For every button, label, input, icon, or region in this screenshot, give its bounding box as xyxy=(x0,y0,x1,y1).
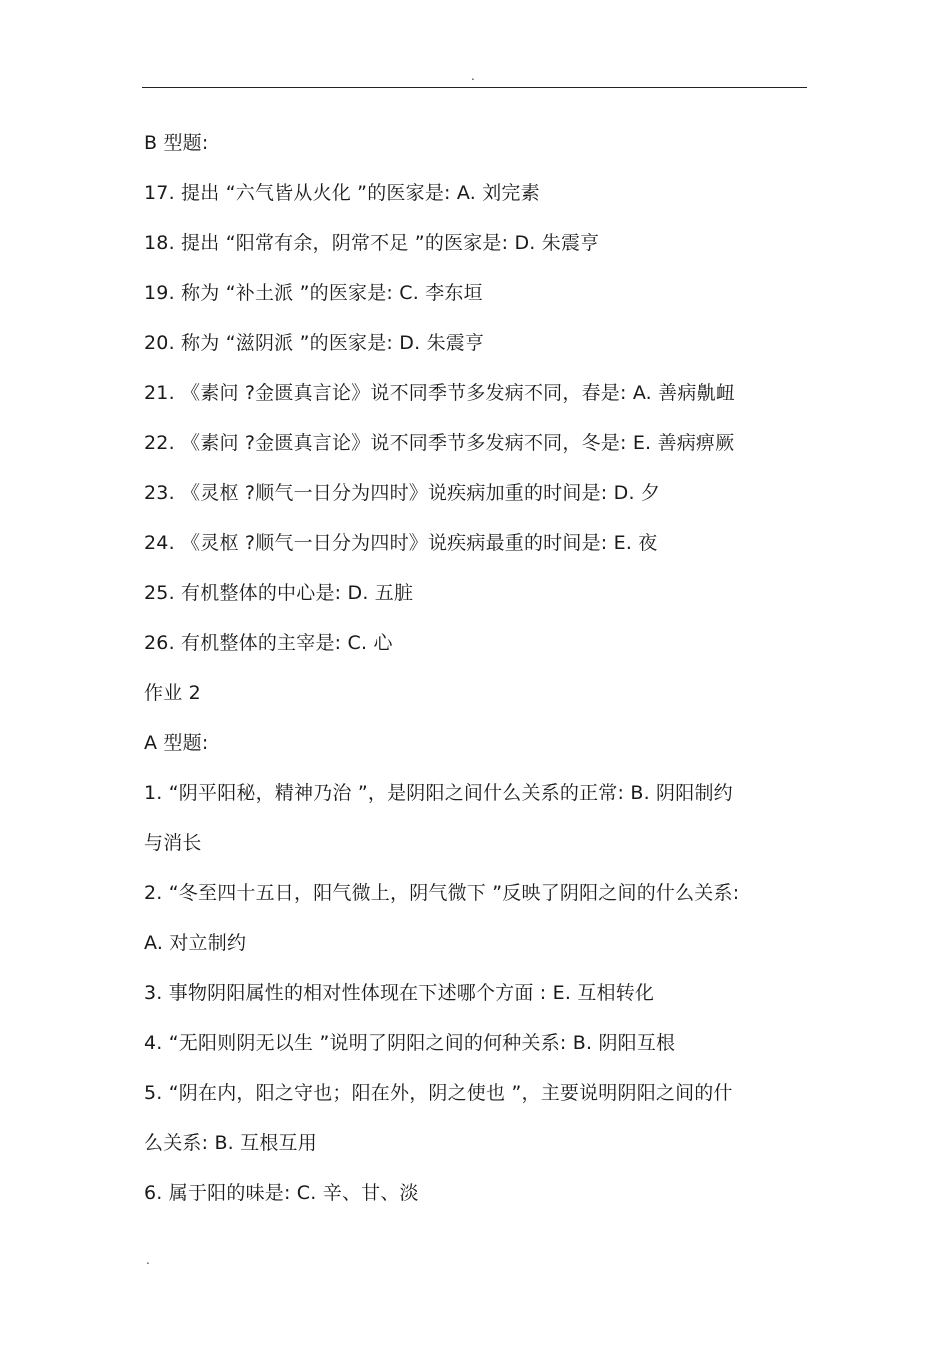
question-1-continued: 与消长 xyxy=(144,832,202,854)
question-21: 21. 《素问 ?金匮真言论》说不同季节多发病不同，春是: A. 善病鼽衄 xyxy=(144,382,735,404)
section-heading-b-type: B 型题: xyxy=(144,132,209,154)
header-mark: . xyxy=(471,69,475,83)
question-5: 5. “阴在内，阳之守也；阳在外，阴之使也 ”，主要说明阴阳之间的什 xyxy=(144,1082,733,1104)
question-19: 19. 称为 “补土派 ”的医家是: C. 李东垣 xyxy=(144,282,483,304)
question-26: 26. 有机整体的主宰是: C. 心 xyxy=(144,632,393,654)
question-3: 3. 事物阴阳属性的相对性体现在下述哪个方面 : E. 互相转化 xyxy=(144,982,655,1004)
header-rule xyxy=(142,87,807,88)
question-24: 24. 《灵枢 ?顺气一日分为四时》说疾病最重的时间是: E. 夜 xyxy=(144,532,658,554)
question-5-continued: 么关系: B. 互根互用 xyxy=(144,1132,317,1154)
assignment-heading: 作业 2 xyxy=(144,682,201,704)
question-23: 23. 《灵枢 ?顺气一日分为四时》说疾病加重的时间是: D. 夕 xyxy=(144,482,661,504)
question-1: 1. “阴平阳秘，精神乃治 ”，是阴阳之间什么关系的正常: B. 阴阳制约 xyxy=(144,782,733,804)
question-18: 18. 提出 “阳常有余，阴常不足 ”的医家是: D. 朱震亨 xyxy=(144,232,600,254)
question-22: 22. 《素问 ?金匮真言论》说不同季节多发病不同，冬是: E. 善病痹厥 xyxy=(144,432,735,454)
document-body xyxy=(144,118,808,1218)
question-17: 17. 提出 “六气皆从火化 ”的医家是: A. 刘完素 xyxy=(144,182,540,204)
question-4: 4. “无阳则阴无以生 ”说明了阴阳之间的何种关系: B. 阴阳互根 xyxy=(144,1032,676,1054)
question-2: 2. “冬至四十五日，阳气微上，阴气微下 ”反映了阴阳之间的什么关系: xyxy=(144,882,740,904)
question-20: 20. 称为 “滋阴派 ”的医家是: D. 朱震亨 xyxy=(144,332,485,354)
footer-mark: . xyxy=(146,1253,150,1267)
question-6: 6. 属于阳的味是: C. 辛、甘、淡 xyxy=(144,1182,419,1204)
question-2-answer: A. 对立制约 xyxy=(144,932,247,954)
question-25: 25. 有机整体的中心是: D. 五脏 xyxy=(144,582,414,604)
section-heading-a-type: A 型题: xyxy=(144,732,209,754)
